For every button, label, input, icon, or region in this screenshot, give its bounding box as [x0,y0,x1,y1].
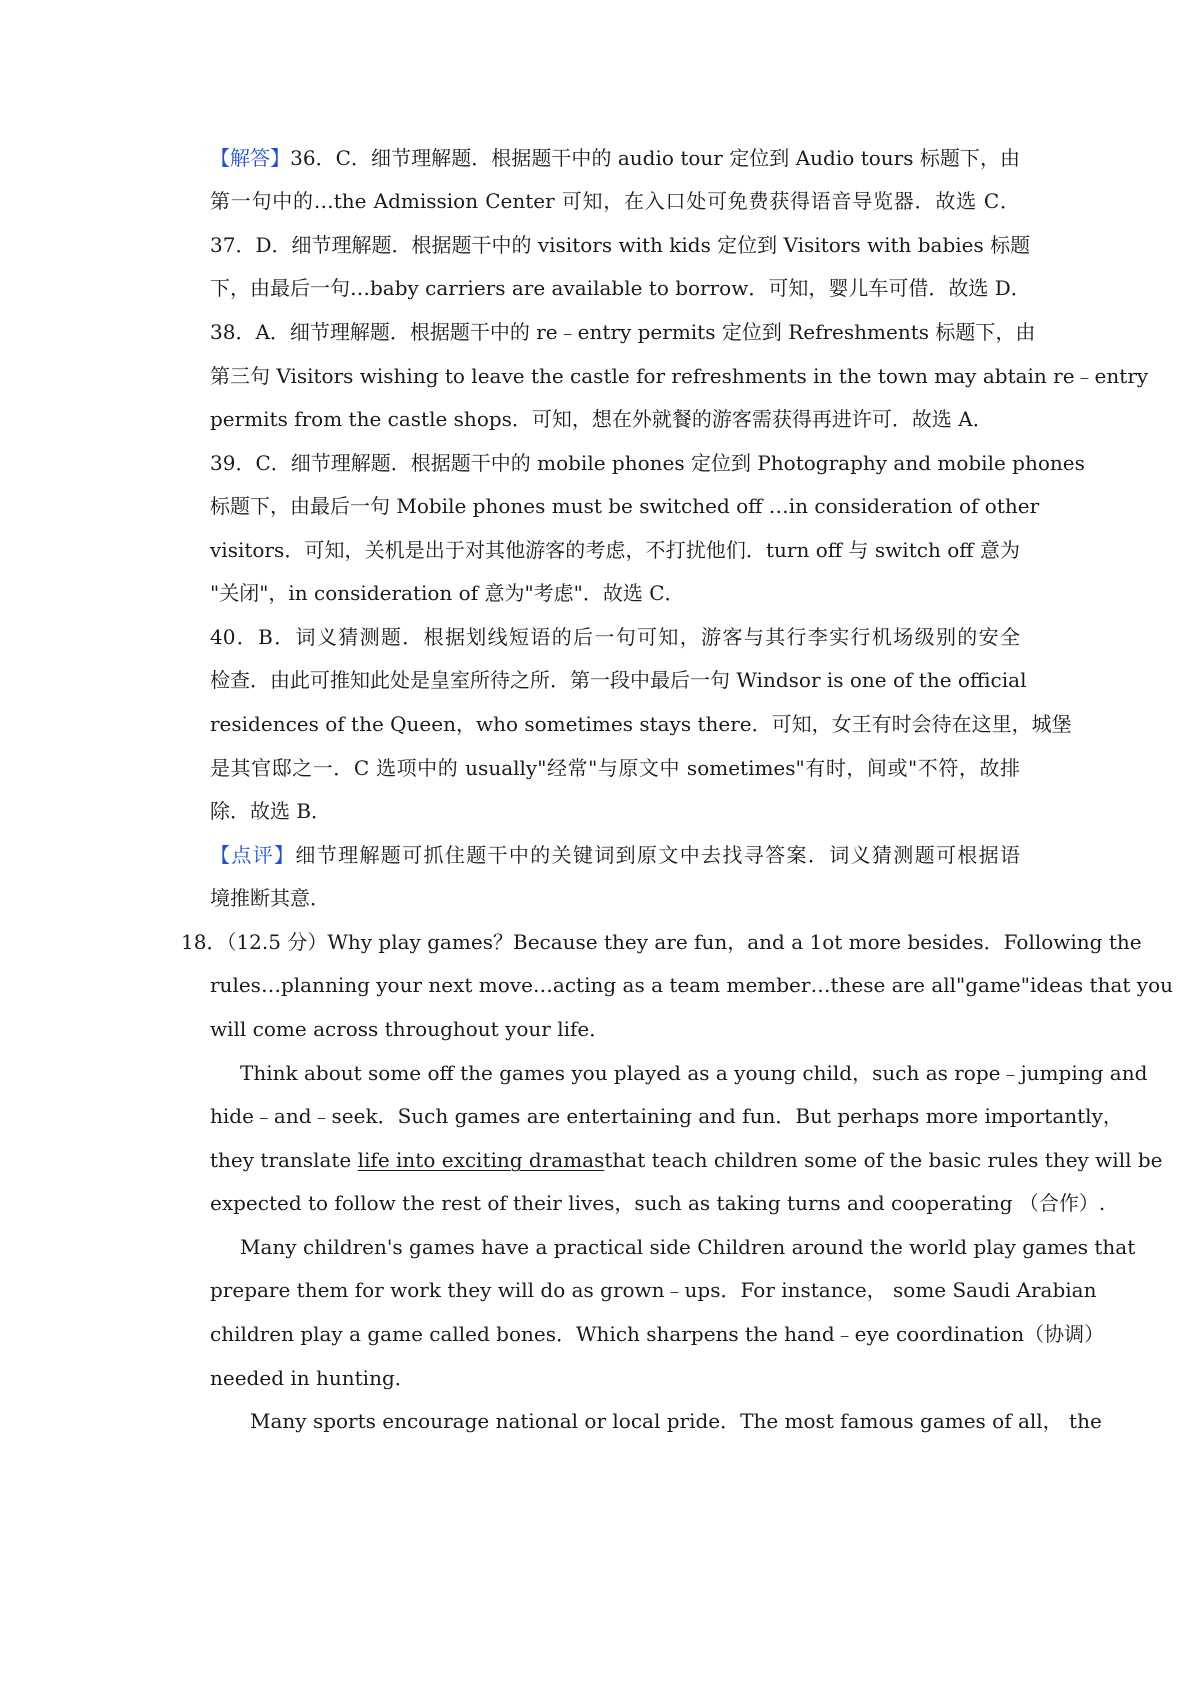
passage-p3-line-4: needed in hunting． [210,1366,415,1390]
passage-p4-line-1: Many sports encourage national or local pride．The most famous games of all， the [250,1409,1102,1433]
question-18-line-1: 18．（12.5 分）Why play games？Because they are fun，and a 1ot more besides．Following the [181,930,1142,954]
answer-line-10: visitors．可知，关机是出于对其他游客的考虑，不打扰他们．turn off 与 switch off 意为 [210,538,1020,562]
passage-p2-line-4: expected to follow the rest of their lives，such as taking turns and cooperating （合作）. [210,1191,1106,1215]
passage-p2-line-1: Think about some off the games you played as a young child，such as rope﹣jumping and [240,1061,1148,1085]
comment-line-1 [210,841,1020,869]
passage-p2-line-3-a: they translate [210,1148,358,1172]
answer-line-13: 检查．由此可推知此处是皇室所待之所．第一段中最后一句 Windsor is one of the official [210,668,1027,692]
answer-tag: 【解答】 [210,146,291,170]
comment-line-1-text: 细节理解题可抓住题干中的关键词到原文中去找寻答案．词义猜测题可根据语 [295,843,1021,867]
answer-line-15: 是其官邸之一．C 选项中的 usually"经常"与原文中 sometimes"有时，间或"不符，故排 [210,756,1020,780]
answer-line-1-text: 36．C．细节理解题．根据题干中的 audio tour 定位到 Audio tours 标题下，由 [290,146,1021,170]
question-18-line-3: will come across throughout your life． [210,1017,610,1041]
passage-p3-line-2: prepare them for work they will do as grown﹣ups．For instance， some Saudi Arabian [210,1278,1097,1302]
answer-line-12: 40．B．词义猜测题．根据划线短语的后一句可知，游客与其行李实行机场级别的安全 [210,625,1020,649]
question-18-line-2: rules…planning your next move…acting as a team member…these are all"game"ideas that you [210,973,1174,997]
passage-p3-line-3: children play a game called bones．Which sharpens the hand﹣eye coordination（协调） [210,1322,1105,1346]
passage-p2-line-2: hide﹣and﹣seek．Such games are entertaining and fun．But perhaps more importantly， [210,1104,1123,1128]
answer-line-16: 除．故选 B． [210,799,332,823]
answer-line-6: 第三句 Visitors wishing to leave the castle for refreshments in the town may abtain re﹣entry [210,364,1149,388]
answer-line-2: 第一句中的…the Admission Center 可知，在入口处可免费获得语音导览器．故选 C． [210,189,1020,213]
answer-line-1 [210,144,1020,172]
answer-line-14: residences of the Queen，who sometimes stays there．可知，女王有时会待在这里，城堡 [210,712,1072,736]
comment-tag: 【点评】 [210,843,296,867]
answer-line-8: 39．C．细节理解题．根据题干中的 mobile phones 定位到 Photography and mobile phones [210,451,1085,475]
underlined-phrase: life into exciting dramas [357,1148,605,1172]
answer-line-7: permits from the castle shops．可知，想在外就餐的游客需获得再进许可．故选 A． [210,407,993,431]
answer-line-11: "关闭"，in consideration of 意为"考虑"．故选 C． [210,581,685,605]
answer-line-3: 37．D．细节理解题．根据题干中的 visitors with kids 定位到 Visitors with babies 标题 [210,233,1031,257]
answer-line-4: 下，由最后一句…baby carriers are available to borrow．可知，婴儿车可借．故选 D． [210,276,1031,300]
answer-line-5: 38．A．细节理解题．根据题干中的 re﹣entry permits 定位到 Refreshments 标题下，由 [210,320,1036,344]
answer-line-9: 标题下，由最后一句 Mobile phones must be switched off …in consideration of other [210,494,1040,518]
comment-line-2: 境推断其意． [210,886,330,910]
passage-p2-line-3 [210,1146,1163,1174]
passage-p3-line-1: Many children's games have a practical side Children around the world play games that [240,1235,1136,1259]
passage-p2-line-3-b: that teach children some of the basic rules they will be [604,1148,1163,1172]
